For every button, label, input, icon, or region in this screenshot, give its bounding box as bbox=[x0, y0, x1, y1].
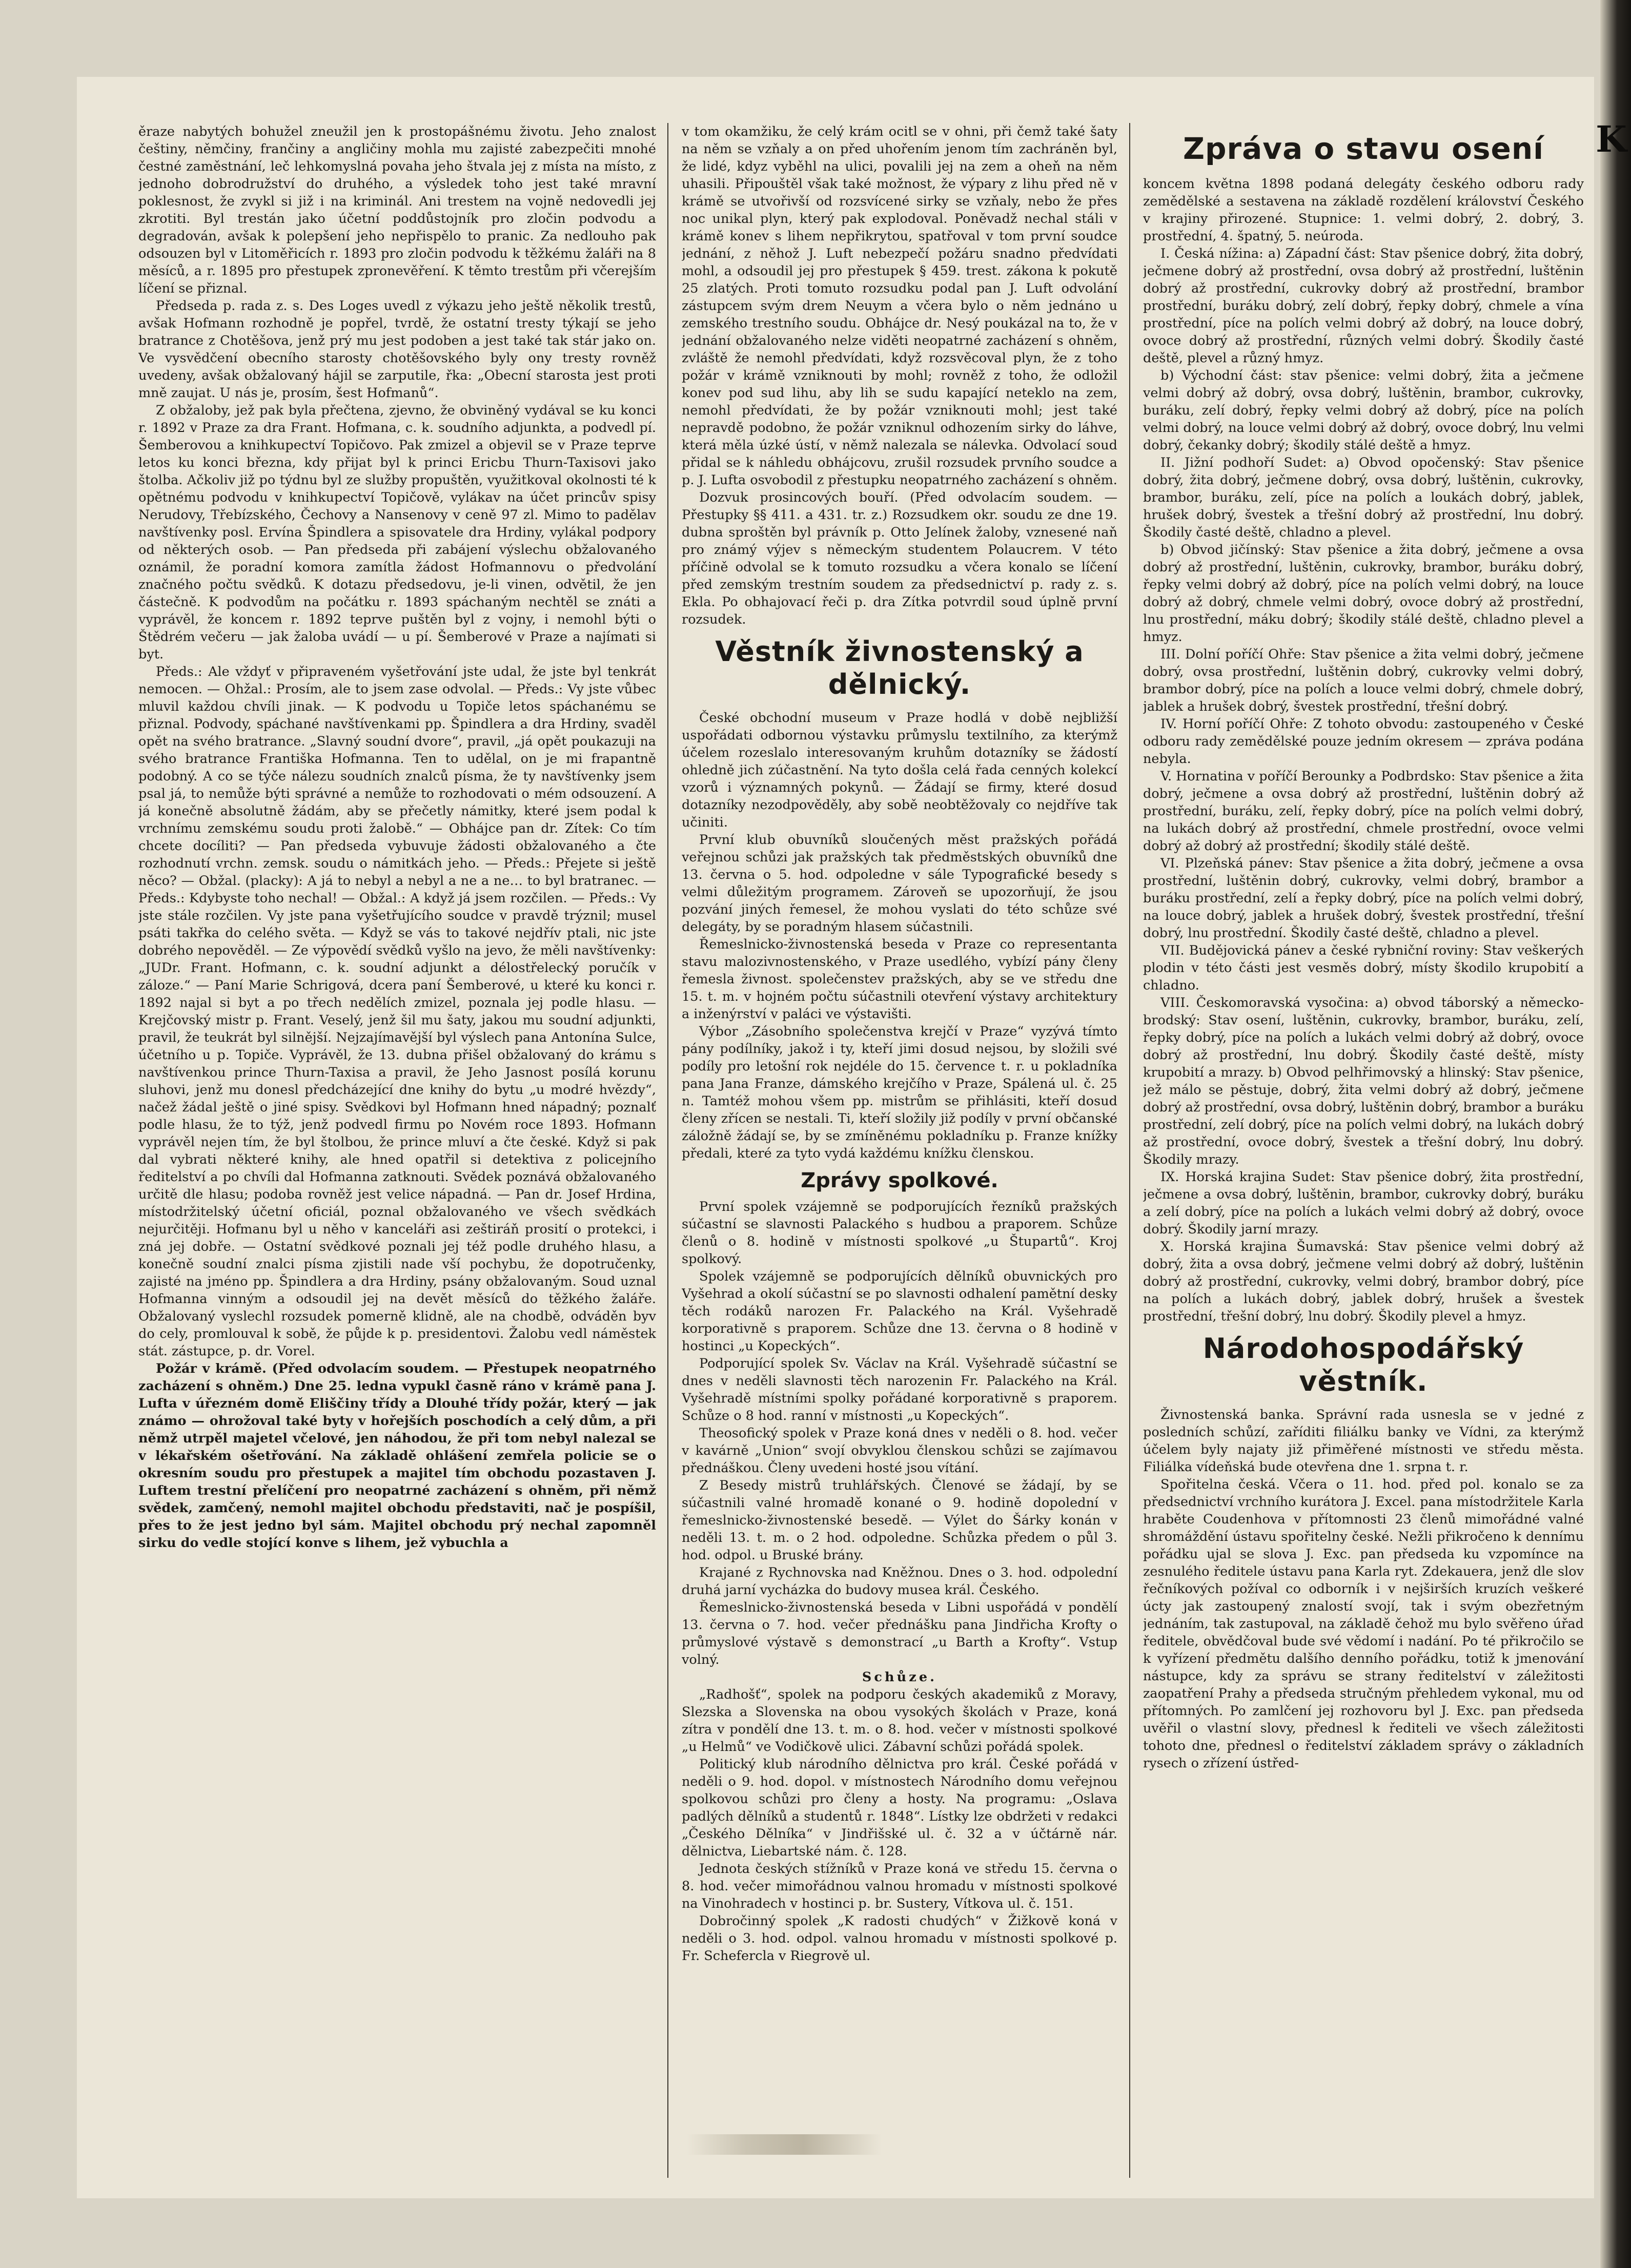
article-paragraph: Dozvuk prosincových bouří. (Před odvolacím soudem. — Přestupky §§ 411. a 431. tr. z.) Rozsudkem okr. soudu ze dne 19. dubna sproštěn byl právník p. Otto Jelínek žaloby, vznesené naň pro známý výjev s německým studentem Polaucrem. V této příčině odvolal se k tomuto rozsudku a včera konalo se líčení před zemským trestním soudem za předsednictví p. rady z. s. Ekla. Po obhajovací řeči p. dra Zítka potvrdil soud úplně první rozsudek. bbox=[682, 490, 1117, 627]
report-intro: koncem května 1898 podaná delegáty českého odboru rady zemědělské a sestavena na základě rozdělení království Českého v krajiny přirozené. Stupnice: 1. velmi dobrý, 2. dobrý, 3. prostřední, 4. špatný, 5. neúroda. bbox=[1143, 176, 1584, 244]
notice-paragraph: Výbor „Zásobního společenstva krejčí v Praze“ vyzývá tímto pány podílníky, jakož i ty, kteří jimi dosud nejsou, by složili své podíly pro letošní rok nejdéle do 15. července t. r. u pokladníka pana Jana Franze, dámského krejčího v Praze, Spálená ul. č. 25 n. Tamtéž mohou všem pp. mistrům se přihlásiti, kteří dosud členy zřícen se nestali. Ti, kteří složily již podíly v první občanské záložně žádají se, by se zmíněnému pokladníku p. Franze knížky předali, které za tyto vydá každému knížku členskou. bbox=[682, 1024, 1117, 1161]
region-report: IX. Horská krajina Sudet: Stav pšenice dobrý, žita prostřední, ječmene a ovsa dobrý, luštěnin, brambor, cukrovky dobrý, buráku a zelí dobrý, píce na polích a lukách velmi dobrý až dobrý, ovoce dobrý. Škodily jarní mrazy. bbox=[1143, 1169, 1584, 1237]
notice-paragraph: „Radhošť“, spolek na podporu českých akademiků z Moravy, Slezska a Slovenska na obou vysokých školách v Praze, koná zítra v pondělí dne 13. t. m. o 8. hod. večer v místnosti spolkové „u Helmů“ ve Vodičkově ulici. Zábavní schůzi pořádá spolek. bbox=[682, 1687, 1117, 1755]
article-paragraph: ěraze nabytých bohužel zneužil jen k prostopášnému životu. Jeho znalost češtiny, němčiny, frančiny a angličiny mohla mu zajisté zabezpečiti mnohé čestné zaměstnání, leč lehkomyslná povaha jeho štvala jej z místa na místo, z jednoho dobrodružství do druhého, a výsledek toho jest také mravní poklesnost, že zvykl si již i na kriminál. Ani trestem na vojně nedovedli jej zkrotiti. Byl trestán jako účetní poddůstojník pro zločin podvodu a degradován, avšak k polepšení jeho nepřispělo to pranic. Za nedlouho pak odsouzen byl v Litoměřicích r. 1893 pro zločin podvodu k těžkému žaláři na 8 měsíců, a r. 1895 pro přestupek zpronevěření. K těmto trestům při včerejším líčení se přiznal. bbox=[138, 124, 656, 296]
section-heading-trade: Věstník živnostenský a dělnický. bbox=[715, 635, 1084, 700]
stamp-smudge bbox=[687, 2134, 882, 2155]
article-paragraph: Z obžaloby, jež pak byla přečtena, zjevno, že obviněný vydával se ku konci r. 1892 v Praze za dra Frant. Hofmana, c. k. soudního adjunkta, a podvedl pí. Šemberovou a knihkupectví Topičovo. Pak zmizel a objevil se v Praze teprve letos ku konci března, kdy přijat byl k princi Ericbu Thurn-Taxisovi jako štolba. Ačkoliv již po týdnu byl ze služby propuštěn, využitkoval okolnosti té k opětnému podvodu v knihkupectví Topičově, vylákav na účet princův spisy Nerudovy, Třebízského, Čechovy a Nansenovy v ceně 97 zl. Mimo to padělav navštívenky posl. Ervína Špindlera a spisovatele dra Hrdiny, vylákal podpory od některých osob. — Pan předseda při zabájení výslechu obžalovaného oznámil, že poradní komora zamítla žádost Hofmannovu o předvolání značného počtu svědků. K dotazu předsedovu, je-li vinen, odvětil, že jen částečně. K podvodům na počátku r. 1893 spáchaným nechtěl se znáti a vyprávěl, že koncem r. 1892 teprve puštěn byl z vojny, i nemohl býti o Štědrém večeru — jak žaloba uvádí — u pí. Šemberové v Praze a najímati si byt. bbox=[138, 403, 656, 662]
region-report: II. Jižní podhoří Sudet: a) Obvod opočenský: Stav pšenice dobrý, žita dobrý, ječmene dobrý, ovsa dobrý, luštěnin, cukrovky, brambor, buráku, zelí, píce na polích a loukách dobrý, jablek, hrušek dobrý, švestek a třešní dobrý až prostřední, lnu dobrý. Škodily časté deště, chladno a plevel. bbox=[1143, 455, 1584, 540]
notice-paragraph: Dobročinný spolek „K radosti chudých“ v Žižkově koná v neděli o 3. hod. odpol. valnou hromadu v místnosti spolkové p. Fr. Schefercla v Riegrově ul. bbox=[682, 1913, 1117, 1964]
economy-paragraph: Spořitelna česká. Včera o 11. hod. před pol. konalo se za předsednictví vrchního kurátora J. Excel. pana místodržitele Karla hraběte Coudenhova v přítomnosti 23 členů mimořádné valné shromáždění ústavu spořitelny české. Nežli přikročeno k dennímu pořádku ujal se slova J. Exc. pan předseda ku vzpomínce na zesnulého ředitele ústavu pana Karla ryt. Zdekauera, jenž dle slov řečníkových požíval co odborník i v nejširších kruzích veškeré úcty jak zastoupený znalostí svojí, tak i svým obezřetným jednáním, tak zastupoval, na základě čehož mu bylo svěřeno úřad ředitele, obvědčoval bude své vědomí i nadání. Po té přikročilo se k vyřízení předmětu dalšího denního pořádku, totiž k jmenování nástupce, kdy za správu se strany ředitelství v záležitosti zaopatření Prahy a předseda stručným přehledem vykonal, mu od přítomných. Po zamlčení jej rozhovoru byl J. Exc. pan předseda uvěřil o vlastní slovy, přednesl k řediteli ve všech záležitosti tohoto dne, přednesl o ředitelství základem správy o základních rysech o zřízení ústřed- bbox=[1143, 1477, 1584, 1771]
notice-paragraph: České obchodní museum v Praze hodlá v době nejbližší uspořádati odbornou výstavku průmyslu textilního, za kterýmž účelem rozeslalo interesovaným kruhům dotazníky se žádostí ohledně jich zúčastnění. Na tyto došla celá řada cenných kolekcí vzorů i významných pokynů. — Žádají se firmy, které dosud dotazníky nezodpověděly, aby sobě neobtěžovaly co nejdříve tak učiniti. bbox=[682, 710, 1117, 830]
region-report: V. Hornatina v poříčí Berounky a Podbrdsko: Stav pšenice a žita dobrý, ječmene a ovsa dobrý až prostřední, luštěnin dobrý až prostřední, buráku, zelí, řepky dobrý, píce na polích velmi dobrý, na lukách dobrý až prostřední, chmele prostřední, ovoce velmi dobrý až dobrý až prostřední; škodily stálé deště. bbox=[1143, 769, 1584, 854]
region-report: IV. Horní poříčí Ohře: Z tohoto obvodu: zastoupeného v České odboru rady zemědělské pouze jedním okresem — zpráva podána nebyla. bbox=[1143, 716, 1584, 767]
column-rule bbox=[1129, 123, 1130, 2178]
notice-paragraph: Theosofický spolek v Praze koná dnes v neděli o 8. hod. večer v kavárně „Union“ svojí obvyklou členskou schůzi se zajímavou přednáškou. Členy uvedeni hosté jsou vítání. bbox=[682, 1426, 1117, 1476]
notice-paragraph: Krajané z Rychnovska nad Kněžnou. Dnes o 3. hod. odpolední druhá jarní vycházka do budovy musea král. Českého. bbox=[682, 1565, 1117, 1598]
section-heading-economy: Národohospodářský věstník. bbox=[1202, 1332, 1524, 1397]
newspaper-page bbox=[77, 77, 1594, 2198]
section-heading-societies: Zprávy spolkové. bbox=[801, 1169, 998, 1192]
column-rule bbox=[667, 123, 668, 2178]
article-paragraph: Požár v krámě. (Před odvolacím soudem. — Přestupek neopatrného zacházení s ohněm.) Dne 25. ledna vypukl časně ráno v krámě pana J. Lufta v úřezném domě Eliščiny třídy a Dlouhé třídy požár, který — jak známo — ohrožoval také byty v hořejších poschodích a celý dům, a při němž utrpěl majetel včelové, jen náhodou, že při tom nebyl nalezal se v lékařském ošetřování. Na základě ohlášení zemřela policie se o okresním soudu pro přestupek a majitel tím obchodu pozastaven J. Luftem trestní přelíčení pro neopatrné zacházení s ohněm, při němž svědek, zamčený, nemohl majitel obchodu představiti, nač je pospíšil, přes to že jest jedno byl sám. Majitel obchodu prý nechal zapomněl sirku do vedle stojící konve s lihem, jež vybuchla a bbox=[138, 1361, 656, 1551]
section-heading-crops: Zpráva o stavu osení bbox=[1183, 131, 1544, 166]
article-paragraph: Předseda p. rada z. s. Des Loges uvedl z výkazu jeho ještě několik trestů, avšak Hofmann rozhodně je popřel, tvrdě, že ostatní tresty týkají se jeho bratrance z Chotěšova, jenž prý mu jest podoben a jest také tak stár jako on. Ve vysvědčení obecního starosty chotěšovského byly ony tresty rovněž uvedeny, avšak obžalovaný hájil se zarputile, řka: „Obecní starosta jest proti mně zaujat. U nás je, prosím, šest Hofmanů“. bbox=[138, 298, 656, 401]
region-report: VIII. Českomoravská vysočina: a) obvod táborský a německo-brodský: Stav osení, luštěnin, cukrovky, brambor, buráku, zelí, řepky dobrý, píce na polích a lukách velmi dobrý až dobrý, ovoce dobrý až prostřední, lnu dobrý. Škodily časté deště, místy krupobití a mrazy. b) Obvod pelhřimovský a hlinský: Stav pšenice, jež málo se pěstuje, dobrý, žita velmi dobrý až dobrý, ječmene dobrý až prostřední, ovsa dobrý, luštěnin dobrý, brambor a buráku prostřední, zelí dobrý, píce na polích velmi dobrý, na lukách dobrý až prostřední, ovoce dobrý, švestek a třešní dobrý, lnu dobrý. Škodily mrazy. bbox=[1143, 995, 1584, 1167]
notice-paragraph: Podporující spolek Sv. Václav na Král. Vyšehradě súčastní se dnes v neděli slavnosti těch narozenin Fr. Palackého na Král. Vyšehradě místními spolky pořádané korporativně s praporem. Schůze o 8 hod. ranní v místnosti „u Kopeckých“. bbox=[682, 1356, 1117, 1424]
region-report: VI. Plzeňská pánev: Stav pšenice a žita dobrý, ječmene a ovsa prostřední, luštěnin dobrý, cukrovky, velmi dobrý, brambor a buráku prostřední, zelí a řepky dobrý, píce na polích velmi dobrý, na louce dobrý, jablek a hrušek dobrý, švestek prostřední, třešní dobrý, lnu prostřední. Škodily časté deště, chladno a plevel. bbox=[1143, 856, 1584, 941]
region-report: III. Dolní poříčí Ohře: Stav pšenice a žita velmi dobrý, ječmene dobrý, ovsa prostřední, luštěnin dobrý, cukrovky velmi dobrý, brambor dobrý, píce na polích a louce velmi dobrý, chmele dobrý, jablek a hrušek dobrý, švestek prostřední, třešní dobrý. bbox=[1143, 647, 1584, 714]
next-page-edge bbox=[1596, 0, 1631, 2268]
economy-paragraph: Živnostenská banka. Správní rada usnesla se v jedné z posledních schůzí, zaříditi filiálku banky ve Vídni, za kterýmž účelem byly najaty již přiměřené místnosti ve středu města. Filiálka vídeňská bude otevřena dne 1. srpna t. r. bbox=[1143, 1407, 1584, 1475]
article-paragraph: v tom okamžiku, že celý krám ocitl se v ohni, při čemž také šaty na něm se vzňaly a on před uhořením jenom tím zachráněn byl, že lidé, kdyz vyběhl na ulici, povalili jej na zem a oheň na něm uhasili. Připouštěl však také možnost, že výpary z lihu před ně v krámě se utvořivší od rozsvícené sirky se vzňaly, nebo že přes noc unikal plyn, který pak explodoval. Poněvadž nechal stáli v krámě konev s lihem nepřikrytou, spatřoval v tom první soudce jednání, z něhož J. Luft nebezpečí požáru snadno předvídati mohl, a odsoudil jej pro přestupek § 459. trest. zákona k pokutě 25 zlatých. Proti tomuto rozsudku podal pan J. Luft odvolání zástupcem svým drem Neuym a včera bylo o něm jednáno u zemského trestního soudu. Obhájce dr. Nesý poukázal na to, že v jednání obžalovaného nelze viděti neopatrné zacházení s ohněm, zvláště že nemohl předvídati, když rozsvěcoval plyn, že z toho požár v krámě vzniknouti by mohl; rovněž z toho, že odložil konev pod sud lihu, aby lih se sudu kapající neteklo na zem, nemohl předvídati, že by požár vzniknouti mohl; jest také nepravdě podobno, že požár vzniknul odhozením sirky do láhve, která měla úzké ústí, v němž nalezala se nálevka. Odvolací soud přidal se k náhledu obhájcovu, zrušil rozsudek prvního soudce a p. J. Lufta osvobodil z přestupku neopatrného zacházení s ohněm. bbox=[682, 124, 1117, 488]
notice-paragraph: Řemeslnicko-živnostenská beseda v Libni uspořádá v pondělí 13. června o 7. hod. večer přednášku pana Jindřicha Krofty o průmyslové výstavě s demonstrací „u Barth a Krofty“. Vstup volný. bbox=[682, 1600, 1117, 1667]
column-2 bbox=[682, 123, 1117, 2178]
article-paragraph: Předs.: Ale vždyť v připraveném vyšetřování jste udal, že jste byl tenkrát nemocen. — Ohžal.: Prosím, ale to jsem zase odvolal. — Předs.: Vy jste vůbec mluvil každou chvíli jinak. — K podvodu u Topiče letos spáchanému se přiznal. Podvody, spáchané navštívenkami pp. Špindlera a dra Hrdiny, svaděl opět na svého bratrance. „Slavný soudní dvore“, pravil, „já opět poukazuji na svého bratrance Františka Hofmanna. Ten to udělal, on je mi frapantně podobný. A co se týče nálezu soudních znalců písma, že ty navštívenky jsem psal já, to nemůže býti správné a nemůže to rozhodovati o mém odsouzení. A já konečně absolutně žádám, aby se přečetly námitky, které jsem podal k vrchnímu zemskému soudu proti žalobě.“ — Obhájce pan dr. Zítek: Co tím chcete docíliti? — Pan předseda vybuvuje žádosti obžalovaného a čte rozhodnutí vrchn. zemsk. soudu o námitkách jeho. — Předs.: Přejete si ještě něco? — Obžal. (placky): A já to nebyl a nebyl a ne a ne… to byl bratranec. — Předs.: Kdybyste toho nechal! — Obžal.: A když já jsem rozčilen. — Předs.: Vy jste stále rozčilen. Vy jste pana vyšetřujícího soudce v pravdě trýznil; musel psáti takřka do celého světa. — Když se vás to takové nejdřív ptali, nic jste dobrého nepověděl. — Ze výpovědí svědků vyšlo na jevo, že měli navštívenky: „JUDr. Frant. Hofmann, c. k. soudní adjunkt a délostřelecký poručík v záloze.“ — Paní Marie Schrigová, dcera paní Šemberové, u které ku konci r. 1892 najal si byt a po třech nedělích zmizel, poznala jej podle hlasu. — Krejčovský mistr p. Frant. Veselý, jenž šil mu šaty, jakou mu soudní adjunkti, pravil, že teukrát byl silnější. Nejzajímavější byl výslech pana Antonína Sulce, účetního u p. Topiče. Vyprávěl, že 13. dubna přišel obžalovaný do krámu s navštívenkou prince Thurn-Taxisa a pravil, že Jeho Jasnost posílá korunu sluhovi, jenž mu donesl předcházející dne knihy do bytu „u modré hvězdy“, načež žádal ještě o jiné spisy. Svědkovi byl Hofmann hned nápadný; poznalť podle hlasu, že to týž, jenž podvedl firmu po Novém roce 1893. Hofmann vyprávěl nejen tím, že byl štolbou, že prince mluví a čte české. Když si pak dal vybrati některé knihy, ale hned opatřil si detektiva z policejního ředitelství a po chvíli dal Hofmanna zatknouti. Svědek poznává obžalovaného určitě dle hlasu; podoba rovněž jest velice nápadná. — Pan dr. Josef Hrdina, místodržitelský účetní oficiál, poznal obžalovaného ve všech svědkách nejurčitěji. Hofmanu byl u něho v kanceláři asi zeštiráň prosití o protekci, i zná jej dobře. — Ostatní svědkové poznali jej též podle druhého hlasu, a konečně soudní znalci písma zjistili nade vší pochybu, že dopotručenky, zajisté na jméno pp. Špindlera a dra Hrdiny, psány obžalovaným. Soud uznal Hofmanna vinným a odsoudil jej na devět měsíců do těžkého žaláře. Obžalovaný vyslechl rozsudek pomerně klidně, ale na chodbě, odváděn byv do cely, promlouval k sobě, že půjde k p. presidentovi. Žalobu vedl náměstek stát. zástupce, p. dr. Vorel. bbox=[138, 664, 656, 1359]
notice-paragraph: Spolek vzájemně se podporujících dělníků obuvnických pro Vyšehrad a okolí súčastní se po slavnosti odhalení pamětní desky těch rodáků narozen Fr. Palackého na Král. Vyšehradě korporativně s praporem. Schůze dne 13. června o 8 hodině v hostinci „u Kopeckých“. bbox=[682, 1269, 1117, 1354]
notice-paragraph: Řemeslnicko-živnostenská beseda v Praze co representanta stavu malozivnostenského, v Praze usedlého, vybízí pány členy řemesla živnost. společenstev pražských, aby se ve středu dne 15. t. m. v hojném počtu súčastnili otevření výstavy architektury a inženýrství v paláci ve výstavišti. bbox=[682, 937, 1117, 1022]
column-1 bbox=[138, 123, 656, 2178]
region-report: b) Obvod jičínský: Stav pšenice a žita dobrý, ječmene a ovsa dobrý až prostřední, luštěnin, cukrovky, brambor, buráku dobrý, řepky velmi dobrý až dobrý, píce na polích velmi dobrý, na louce dobrý až dobrý, chmele velmi dobrý, ovoce dobrý až prostřední, lnu prostřední, máku dobrý; škodily stálé deště, chladno plevel a hmyz. bbox=[1143, 542, 1584, 645]
notice-paragraph: Jednota českých stížníků v Praze koná ve středu 15. června o 8. hod. večer mimořádnou valnou hromadu v místnosti spolkové na Vinohradech v hostinci p. br. Sustery, Vítkova ul. č. 151. bbox=[682, 1861, 1117, 1911]
notice-paragraph: První spolek vzájemně se podporujících řezníků pražských súčastní se slavnosti Palackého s hudbou a praporem. Schůze členů o 8. hodině v místnosti spolkové „u Štupartů“. Kroj spolkový. bbox=[682, 1199, 1117, 1267]
region-report: I. Česká nížina: a) Západní část: Stav pšenice dobrý, žita dobrý, ječmene dobrý až prostřední, ovsa dobrý až prostřední, luštěnin dobrý až prostřední, cukrovky dobrý až prostřední, brambor prostřední, buráku dobrý, zelí dobrý, řepky dobrý, chmele a vína prostřední, píce na polích velmi dobrý až dobrý, na louce dobrý, ovoce dobrý až prostřední, různých velmi dobrý. Škodily časté deště, plevel a různý hmyz. bbox=[1143, 246, 1584, 366]
subsection-label-meetings: Schůze. bbox=[862, 1669, 937, 1685]
notice-paragraph: První klub obuvníků sloučených měst pražských pořádá veřejnou schůzi jak pražských tak předměstských obuvníků dne 13. června o 5. hod. odpoledne v sále Typografické besedy s velmi důležitým programem. Zároveň se upozorňují, že jsou pozvání jiných řemesel, že mohou vyslati do této schůze své delegáty, by se poradným hlasem súčastnili. bbox=[682, 832, 1117, 935]
region-report: VII. Budějovická pánev a české rybniční roviny: Stav veškerých plodin v této části jest vesměs dobrý, místy škodilo krupobití a chladno. bbox=[1143, 943, 1584, 993]
next-page-letter: K bbox=[1596, 118, 1627, 160]
region-report: b) Východní část: stav pšenice: velmi dobrý, žita a ječmene velmi dobrý až dobrý, ovsa dobrý, luštěnin, brambor, cukrovky, buráku, zelí dobrý, řepky velmi dobrý až dobrý, píce na polích velmi dobrý, na louce velmi dobrý až dobrý, ovoce dobrý, lnu velmi dobrý, čekanky dobrý; škodily stálé deště a hmyz. bbox=[1143, 368, 1584, 453]
notice-paragraph: Politický klub národního dělnictva pro král. České pořádá v neděli o 9. hod. dopol. v místnostech Národního domu veřejnou spolkovou schůzi pro členy a hosty. Na programu: „Oslava padlých dělníků a studentů r. 1848“. Lístky lze obdržeti v redakci „Českého Dělníka“ v Jindřišské ul. č. 32 a v účtárně nár. dělnictva, Liebartské nám. č. 128. bbox=[682, 1757, 1117, 1859]
notice-paragraph: Z Besedy mistrů truhlářských. Členové se žádají, by se súčastnili valné hromadě konané o 9. hodině dopolední v řemeslnicko-živnostenské besedě. — Výlet do Šárky konán v neděli 13. t. m. o 2 hod. odpoledne. Schůzka předem o půl 3. hod. odpol. u Bruské brány. bbox=[682, 1478, 1117, 1563]
region-report: X. Horská krajina Šumavská: Stav pšenice velmi dobrý až dobrý, žita a ovsa dobrý, ječmene velmi dobrý až dobrý, luštěnin dobrý až prostřední, cukrovky, velmi dobrý, brambor dobrý, píce na polích a lukách dobrý, jablek dobrý, hrušek a švestek prostřední, třešní dobrý, lnu dobrý. Škodily plevel a hmyz. bbox=[1143, 1239, 1584, 1324]
column-3 bbox=[1143, 123, 1584, 2178]
